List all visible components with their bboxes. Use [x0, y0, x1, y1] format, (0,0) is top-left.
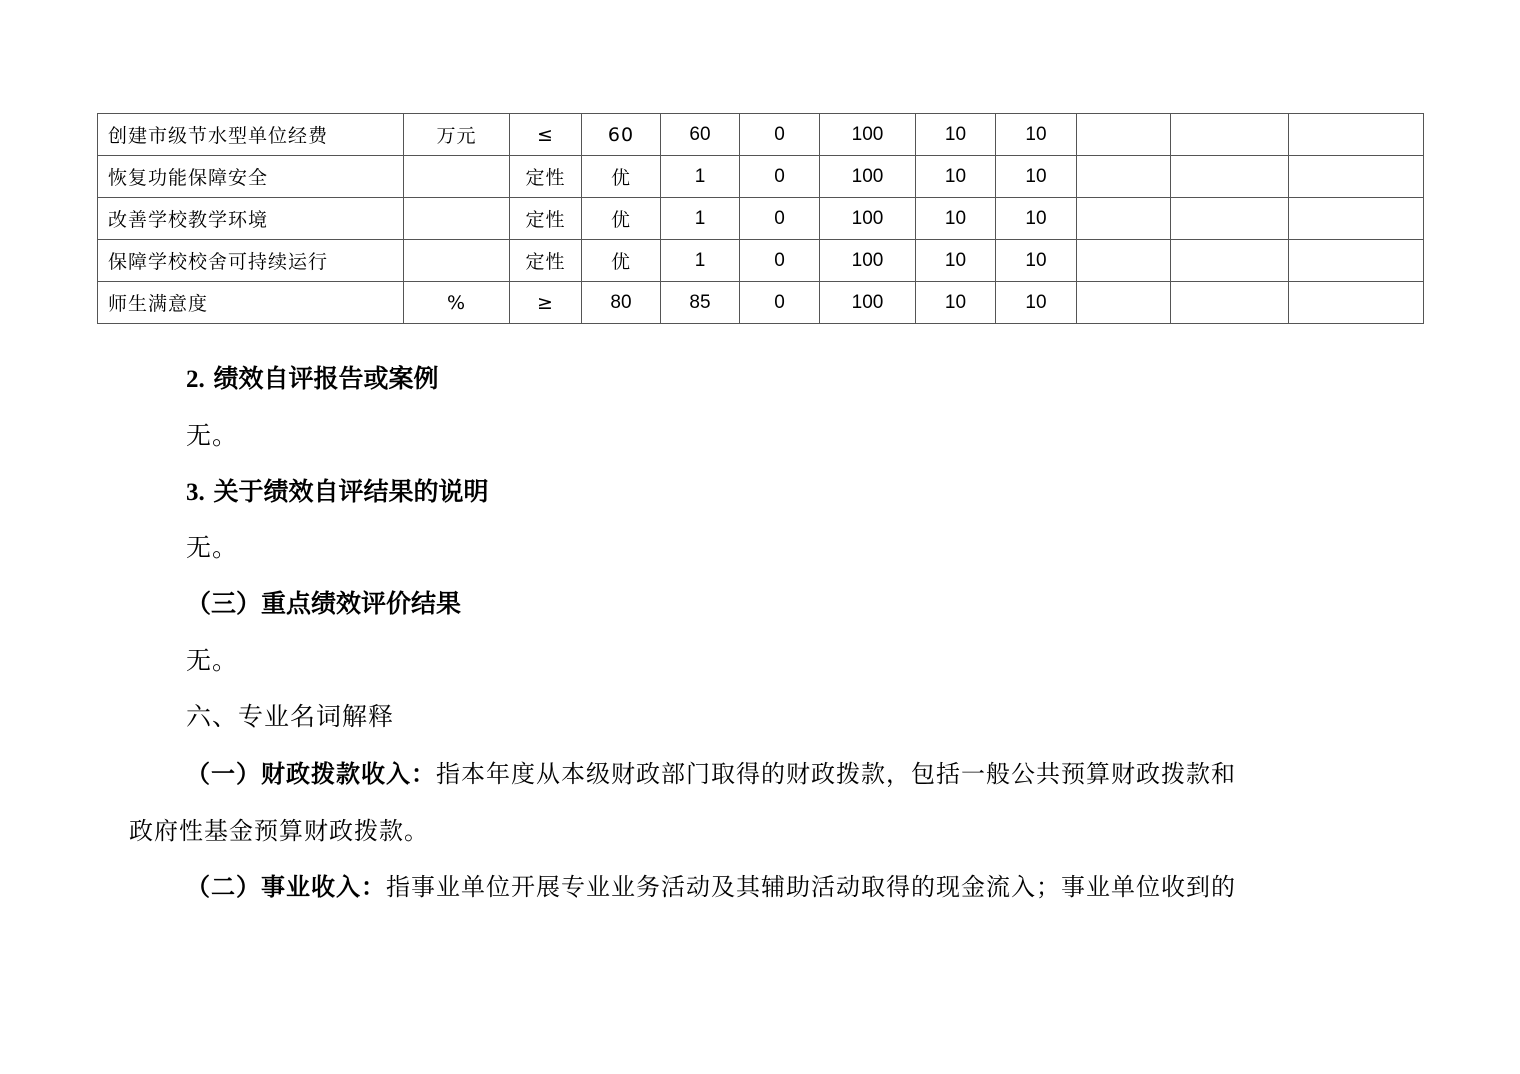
weight-cell: 10	[916, 240, 996, 282]
indicator-name-cell: 改善学校教学环境	[98, 198, 404, 240]
paragraph-none: 无。	[186, 533, 239, 562]
rate-cell: 100	[820, 114, 916, 156]
unit-cell	[404, 240, 510, 282]
score-cell: 10	[996, 282, 1077, 324]
definition-term: （一）财政拨款收入：	[186, 759, 436, 788]
actual-cell: 1	[661, 156, 740, 198]
heading-number: 2.	[186, 366, 205, 393]
table-row	[98, 282, 1424, 324]
rate-cell: 100	[820, 156, 916, 198]
actual-cell: 85	[661, 282, 740, 324]
score-cell: 10	[996, 240, 1077, 282]
empty-cell	[1289, 156, 1424, 198]
operator-cell: 定性	[510, 156, 582, 198]
empty-cell	[1171, 198, 1289, 240]
rate-cell: 100	[820, 240, 916, 282]
empty-cell	[1171, 156, 1289, 198]
actual-cell: 1	[661, 198, 740, 240]
heading-key-performance-results: （三）重点绩效评价结果	[186, 589, 462, 618]
heading-text: 绩效自评报告或案例	[213, 364, 439, 393]
weight-cell: 10	[916, 156, 996, 198]
unit-cell	[404, 156, 510, 198]
empty-cell	[1289, 240, 1424, 282]
paragraph-none: 无。	[186, 421, 239, 450]
empty-cell	[1171, 114, 1289, 156]
target-cell: 60	[582, 114, 661, 156]
empty-cell	[1171, 282, 1289, 324]
value-cell: 0	[740, 240, 820, 282]
score-cell: 10	[996, 156, 1077, 198]
target-cell: 优	[582, 156, 661, 198]
rate-cell: 100	[820, 282, 916, 324]
table-row	[98, 240, 1424, 282]
value-cell: 0	[740, 156, 820, 198]
indicator-name-cell: 师生满意度	[98, 282, 404, 324]
operator-cell: 定性	[510, 198, 582, 240]
empty-cell	[1077, 198, 1171, 240]
table-row	[98, 114, 1424, 156]
target-cell: 80	[582, 282, 661, 324]
table-row	[98, 198, 1424, 240]
target-cell: 优	[582, 240, 661, 282]
indicator-name-cell: 创建市级节水型单位经费	[98, 114, 404, 156]
indicator-name-cell: 恢复功能保障安全	[98, 156, 404, 198]
value-cell: 0	[740, 198, 820, 240]
indicator-name-cell: 保障学校校舍可持续运行	[98, 240, 404, 282]
empty-cell	[1289, 282, 1424, 324]
definition-text: 指本年度从本级财政部门取得的财政拨款，包括一般公共预算财政拨款和	[436, 760, 1236, 788]
actual-cell: 1	[661, 240, 740, 282]
operator-cell: 定性	[510, 240, 582, 282]
unit-cell	[404, 198, 510, 240]
empty-cell	[1077, 282, 1171, 324]
value-cell: 0	[740, 282, 820, 324]
score-cell: 10	[996, 114, 1077, 156]
empty-cell	[1289, 114, 1424, 156]
empty-cell	[1077, 240, 1171, 282]
empty-cell	[1077, 114, 1171, 156]
definition-fiscal-appropriation	[186, 757, 1236, 791]
empty-cell	[1289, 198, 1424, 240]
heading-glossary: 六、专业名词解释	[186, 702, 395, 731]
definition-continuation: 政府性基金预算财政拨款。	[129, 817, 429, 845]
heading-text: 关于绩效自评结果的说明	[213, 477, 489, 506]
empty-cell	[1077, 156, 1171, 198]
rate-cell: 100	[820, 198, 916, 240]
actual-cell: 60	[661, 114, 740, 156]
weight-cell: 10	[916, 282, 996, 324]
score-cell: 10	[996, 198, 1077, 240]
unit-cell: 万元	[404, 114, 510, 156]
paragraph-none: 无。	[186, 646, 239, 675]
definition-text: 指事业单位开展专业业务活动及其辅助活动取得的现金流入；事业单位收到的	[386, 873, 1236, 901]
heading-number: 3.	[186, 479, 205, 506]
performance-indicator-table	[97, 113, 1424, 324]
value-cell: 0	[740, 114, 820, 156]
heading-self-evaluation-explanation	[186, 475, 488, 510]
heading-self-evaluation-report	[186, 362, 438, 397]
empty-cell	[1171, 240, 1289, 282]
unit-cell: %	[404, 282, 510, 324]
weight-cell: 10	[916, 114, 996, 156]
weight-cell: 10	[916, 198, 996, 240]
target-cell: 优	[582, 198, 661, 240]
table-row	[98, 156, 1424, 198]
operator-cell: ≥	[510, 282, 582, 324]
operator-cell: ≤	[510, 114, 582, 156]
table-body	[98, 114, 1424, 324]
definition-business-income	[186, 870, 1236, 904]
definition-term: （二）事业收入：	[186, 872, 386, 901]
